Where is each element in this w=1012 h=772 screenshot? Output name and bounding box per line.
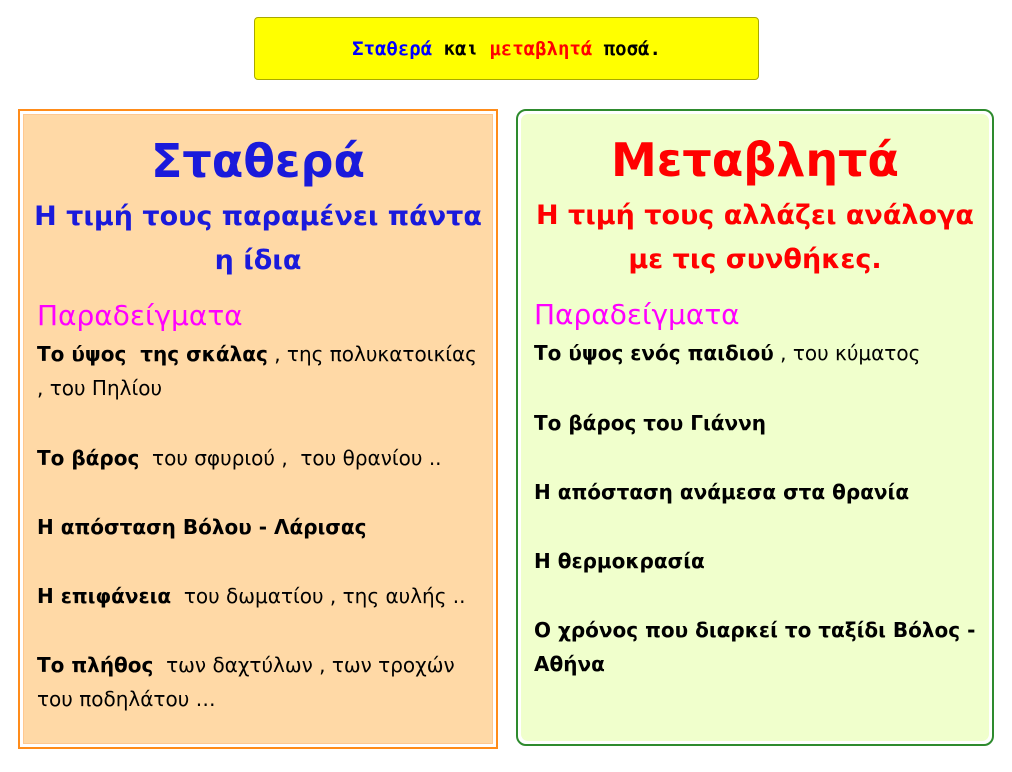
constants-example-item: [37, 337, 482, 405]
example-bold-text: Το βάρος: [37, 446, 140, 470]
variables-heading: Μεταβλητά: [610, 133, 900, 187]
example-bold-text: Το ύψος της σκάλας: [37, 342, 268, 366]
example-text: , της πολυκατοικίας , του Πηλίου: [37, 342, 484, 400]
variables-example-item: [534, 544, 979, 578]
variables-example-item: [534, 475, 979, 509]
constants-example-item: [37, 579, 482, 613]
constants-panel: [18, 109, 498, 749]
example-bold-text: Ο χρόνος που διαρκεί το ταξίδι Βόλος - Αθήνα: [534, 618, 976, 676]
variables-subtitle: Η τιμή τους αλλάζει ανάλογα με τις συνθήκες.: [536, 200, 974, 275]
constants-example-item: [37, 510, 482, 544]
constants-heading: Σταθερά: [150, 134, 366, 188]
title-and-word: και: [432, 37, 490, 60]
constants-examples-label: Παραδείγματα: [37, 299, 243, 332]
variables-example-item: [534, 336, 979, 370]
example-bold-text: Η θερμοκρασία: [534, 549, 705, 573]
example-text: του σφυριού , του θρανίου ..: [139, 446, 442, 470]
example-bold-text: Το πλήθος: [37, 653, 154, 677]
title-constant-word: Σταθερά: [352, 37, 433, 60]
constants-example-item: [37, 441, 482, 475]
example-text: των δαχτύλων , των τροχών του ποδηλάτου …: [37, 653, 461, 711]
title-banner: [254, 17, 759, 80]
example-text: του δωματίου , της αυλής ..: [171, 584, 466, 608]
variables-example-item: [534, 406, 979, 440]
example-bold-text: Η απόσταση ανάμεσα στα θρανία: [534, 480, 910, 504]
example-bold-text: Το ύψος ενός παιδιού: [534, 341, 774, 365]
variables-example-item: [534, 613, 979, 681]
variables-panel: [516, 109, 994, 746]
example-bold-text: Η επιφάνεια: [37, 584, 172, 608]
example-bold-text: Το βάρος του Γιάννη: [534, 411, 767, 435]
title-variable-word: μεταβλητά: [489, 37, 593, 60]
title-quantities-word: ποσά.: [592, 37, 661, 60]
constants-subtitle: Η τιμή τους παραμένει πάντα η ίδια: [34, 201, 482, 276]
example-bold-text: Η απόσταση Βόλου - Λάρισας: [37, 515, 367, 539]
example-text: , του κύματος: [773, 341, 921, 365]
variables-examples-label: Παραδείγματα: [534, 298, 740, 331]
constants-example-item: [37, 648, 482, 716]
